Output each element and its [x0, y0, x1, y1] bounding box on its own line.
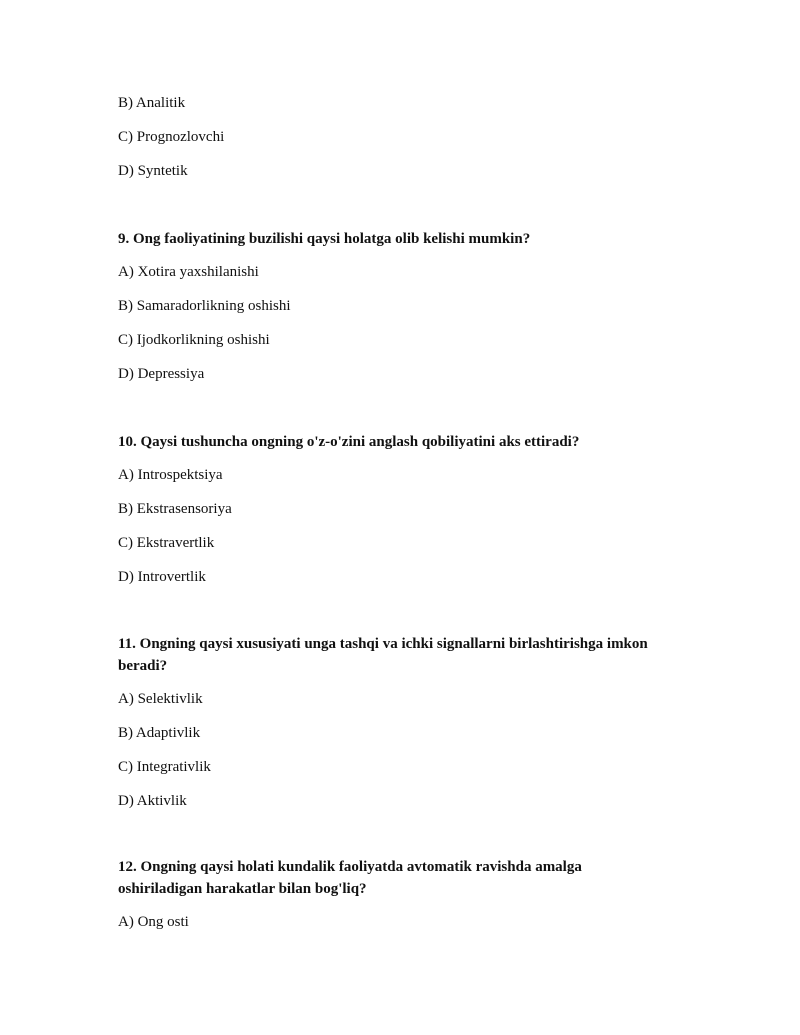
option-10c: C) Ekstravertlik	[118, 535, 215, 551]
option-10d: D) Introvertlik	[118, 569, 206, 585]
option-10b: B) Ekstrasensoriya	[118, 501, 232, 517]
option-8c: C) Prognozlovchi	[118, 129, 225, 145]
option-8d: D) Syntetik	[118, 163, 188, 179]
question-12-line-1: 12. Ongning qaysi holati kundalik faoliyatda avtomatik ravishda amalga	[118, 859, 582, 875]
question-11-line-1: 11. Ongning qaysi xususiyati unga tashqi va ichki signallarni birlashtirishga imkon	[118, 636, 648, 652]
option-9c: C) Ijodkorlikning oshishi	[118, 332, 270, 348]
option-10a: A) Introspektsiya	[118, 467, 223, 483]
option-11d: D) Aktivlik	[118, 793, 187, 809]
option-8b: B) Analitik	[118, 95, 186, 111]
option-12a: A) Ong osti	[118, 914, 189, 930]
option-9a: A) Xotira yaxshilanishi	[118, 264, 259, 280]
question-11	[118, 633, 698, 677]
question-11-line-2: beradi?	[118, 658, 168, 674]
question-12	[118, 856, 698, 900]
question-10: 10. Qaysi tushuncha ongning o'z-o'zini anglash qobiliyatini aks ettiradi?	[118, 434, 580, 450]
option-11b: B) Adaptivlik	[118, 725, 201, 741]
option-11a: A) Selektivlik	[118, 691, 203, 707]
option-11c: C) Integrativlik	[118, 759, 211, 775]
option-9d: D) Depressiya	[118, 366, 205, 382]
option-9b: B) Samaradorlikning oshishi	[118, 298, 291, 314]
question-12-line-2: oshiriladigan harakatlar bilan bog'liq?	[118, 881, 367, 897]
question-9: 9. Ong faoliyatining buzilishi qaysi holatga olib kelishi mumkin?	[118, 231, 531, 247]
